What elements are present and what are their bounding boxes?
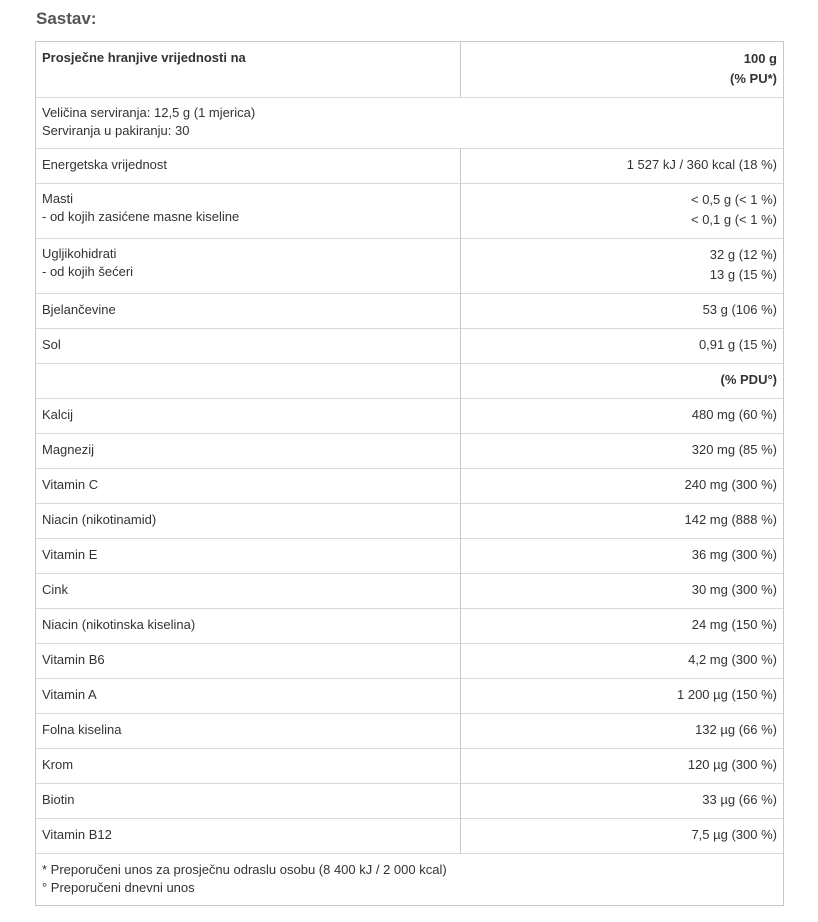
table-row — [35, 399, 784, 434]
table-row — [35, 574, 784, 609]
carbs-label: Ugljikohidrati — [42, 246, 117, 261]
footnote-pu: * Preporučeni unos za prosječnu odraslu osobu (8 400 kJ / 2 000 kcal) — [42, 862, 447, 877]
row-label: Biotin — [35, 784, 461, 819]
row-label: Kalcij — [35, 399, 461, 434]
pdu-header-row — [35, 364, 784, 399]
row-label — [35, 239, 461, 294]
row-value: 36 mg (300 %) — [461, 539, 785, 574]
row-value: 320 mg (85 %) — [461, 434, 785, 469]
footnotes-cell — [35, 854, 784, 906]
row-value: 480 mg (60 %) — [461, 399, 785, 434]
table-row — [35, 539, 784, 574]
pdu-header: (% PDU°) — [461, 364, 785, 399]
row-value: 1 527 kJ / 360 kcal (18 %) — [461, 149, 785, 184]
row-value: 1 200 µg (150 %) — [461, 679, 785, 714]
row-label: Bjelančevine — [35, 294, 461, 329]
table-row — [35, 149, 784, 184]
row-label: Vitamin B6 — [35, 644, 461, 679]
table-row — [35, 749, 784, 784]
row-label: Folna kiselina — [35, 714, 461, 749]
table-row — [35, 469, 784, 504]
table-row — [35, 609, 784, 644]
table-row — [35, 819, 784, 854]
fats-value: < 0,5 g (< 1 %) — [691, 192, 777, 207]
table-header-row — [35, 41, 784, 98]
row-value: 7,5 µg (300 %) — [461, 819, 785, 854]
footnote-pdu: ° Preporučeni dnevni unos — [42, 880, 195, 895]
servings-per-pack: Serviranja u pakiranju: 30 — [42, 123, 190, 138]
nutrition-table — [35, 41, 784, 906]
row-label: Vitamin E — [35, 539, 461, 574]
row-value: 4,2 mg (300 %) — [461, 644, 785, 679]
row-value: 30 mg (300 %) — [461, 574, 785, 609]
table-row — [35, 714, 784, 749]
serving-row — [35, 98, 784, 149]
row-label: Niacin (nikotinamid) — [35, 504, 461, 539]
row-value: 0,91 g (15 %) — [461, 329, 785, 364]
table-row — [35, 434, 784, 469]
fats-label: Masti — [42, 191, 74, 206]
header-amount: 100 g — [743, 51, 777, 66]
table-row — [35, 644, 784, 679]
row-value: 132 µg (66 %) — [461, 714, 785, 749]
row-value: 120 µg (300 %) — [461, 749, 785, 784]
row-value: 240 mg (300 %) — [461, 469, 785, 504]
header-left-cell: Prosječne hranjive vrijednosti na — [35, 41, 461, 98]
header-right-cell — [461, 41, 785, 98]
table-row — [35, 294, 784, 329]
table-row-fats — [35, 184, 784, 239]
row-label: Vitamin A — [35, 679, 461, 714]
row-label: Cink — [35, 574, 461, 609]
saturated-fats-label: - od kojih zasićene masne kiseline — [42, 209, 240, 224]
row-value: 142 mg (888 %) — [461, 504, 785, 539]
carbs-value: 32 g (12 %) — [709, 247, 777, 262]
row-value — [461, 184, 785, 239]
section-title: Sastav: — [36, 9, 97, 28]
row-value: 24 mg (150 %) — [461, 609, 785, 644]
table-row — [35, 504, 784, 539]
saturated-fats-value: < 0,1 g (< 1 %) — [691, 212, 777, 227]
header-pu: (% PU*) — [730, 71, 777, 86]
row-value: 33 µg (66 %) — [461, 784, 785, 819]
row-label: Vitamin C — [35, 469, 461, 504]
row-label: Sol — [35, 329, 461, 364]
serving-cell — [35, 98, 784, 149]
sugars-label: - od kojih šećeri — [42, 264, 134, 279]
table-row — [35, 784, 784, 819]
table-row — [35, 329, 784, 364]
sugars-value: 13 g (15 %) — [709, 267, 777, 282]
footnotes-row — [35, 854, 784, 906]
row-label: Magnezij — [35, 434, 461, 469]
row-value — [461, 239, 785, 294]
table-row — [35, 679, 784, 714]
row-label — [35, 184, 461, 239]
row-label: Vitamin B12 — [35, 819, 461, 854]
table-row-carbs — [35, 239, 784, 294]
row-label: Energetska vrijednost — [35, 149, 461, 184]
row-label: Krom — [35, 749, 461, 784]
empty-cell — [35, 364, 461, 399]
row-value: 53 g (106 %) — [461, 294, 785, 329]
row-label: Niacin (nikotinska kiselina) — [35, 609, 461, 644]
serving-size: Veličina serviranja: 12,5 g (1 mjerica) — [42, 105, 256, 120]
